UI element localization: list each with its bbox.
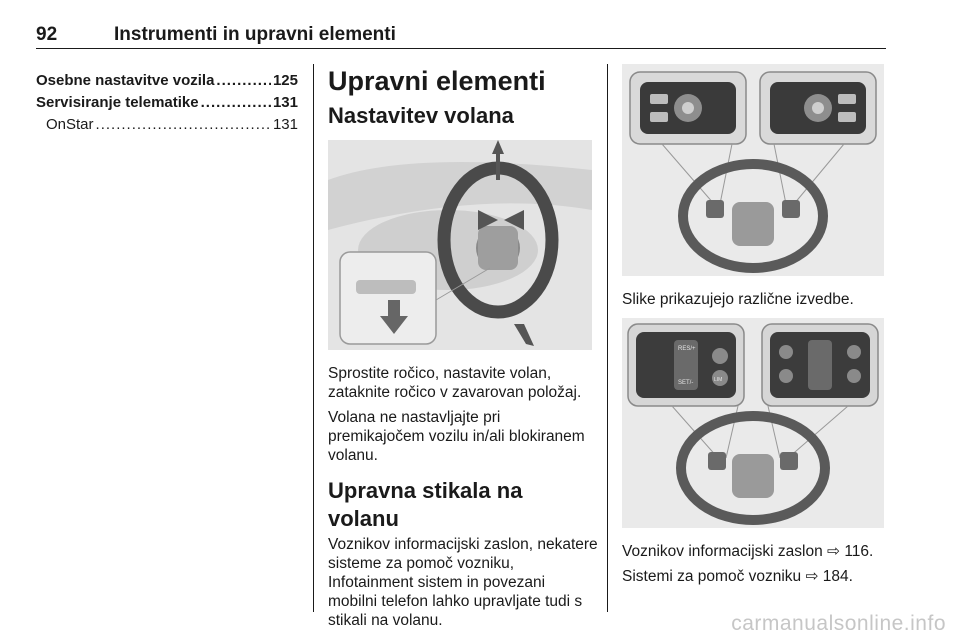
steering-adjust-illustration bbox=[328, 140, 592, 350]
set-label: SET/- bbox=[678, 380, 694, 386]
toc-entry[interactable]: OnStar ..... 131 bbox=[36, 116, 298, 138]
steering-controls-illustration-2 bbox=[622, 318, 884, 528]
paragraph: Volana ne nastavljajte pri premikajočem vozilu in/ali blokiranem volanu. bbox=[328, 409, 585, 464]
section-title: Upravni elementi bbox=[328, 66, 546, 96]
chapter-title: Instrumenti in upravni elementi bbox=[114, 24, 396, 45]
paragraph: Sprostite ročico, nastavite volan, zataknite ročico v zavarovan položaj. bbox=[328, 365, 582, 401]
subsection-title: Upravna stikala na volanu bbox=[328, 478, 523, 531]
watermark: carmanualsonline.info bbox=[731, 612, 946, 635]
paragraph: Voznikov informacijski zaslon, nekatere sisteme za pomoč vozniku, Infotainment sistem in povezani mobilni telefon lahko upravljate tudi s stikali na volanu. bbox=[328, 536, 598, 629]
table-of-contents bbox=[36, 72, 298, 138]
page-number: 92 bbox=[36, 24, 58, 45]
page-header bbox=[36, 22, 886, 49]
steering-adjust-text bbox=[328, 364, 598, 630]
subsection-title: Nastavitev volana bbox=[328, 103, 514, 128]
figure-caption: Slike prikazujejo različne izvedbe. bbox=[622, 291, 854, 308]
lim-label: LIM bbox=[714, 377, 723, 383]
reference-link[interactable]: Voznikov informacijski zaslon ⇨ 116. bbox=[622, 543, 874, 560]
cross-references bbox=[622, 542, 892, 586]
reference-link[interactable]: Sistemi za pomoč vozniku ⇨ 184. bbox=[622, 568, 853, 585]
column-divider bbox=[607, 64, 608, 612]
toc-entry[interactable]: Servisiranje telematike ..... 131 bbox=[36, 94, 298, 116]
steering-controls-illustration-1 bbox=[622, 64, 884, 276]
toc-entry[interactable]: Osebne nastavitve vozila ..... 125 bbox=[36, 72, 298, 94]
column-divider bbox=[313, 64, 314, 612]
main-column bbox=[328, 64, 598, 130]
res-label: RES/+ bbox=[678, 346, 696, 352]
